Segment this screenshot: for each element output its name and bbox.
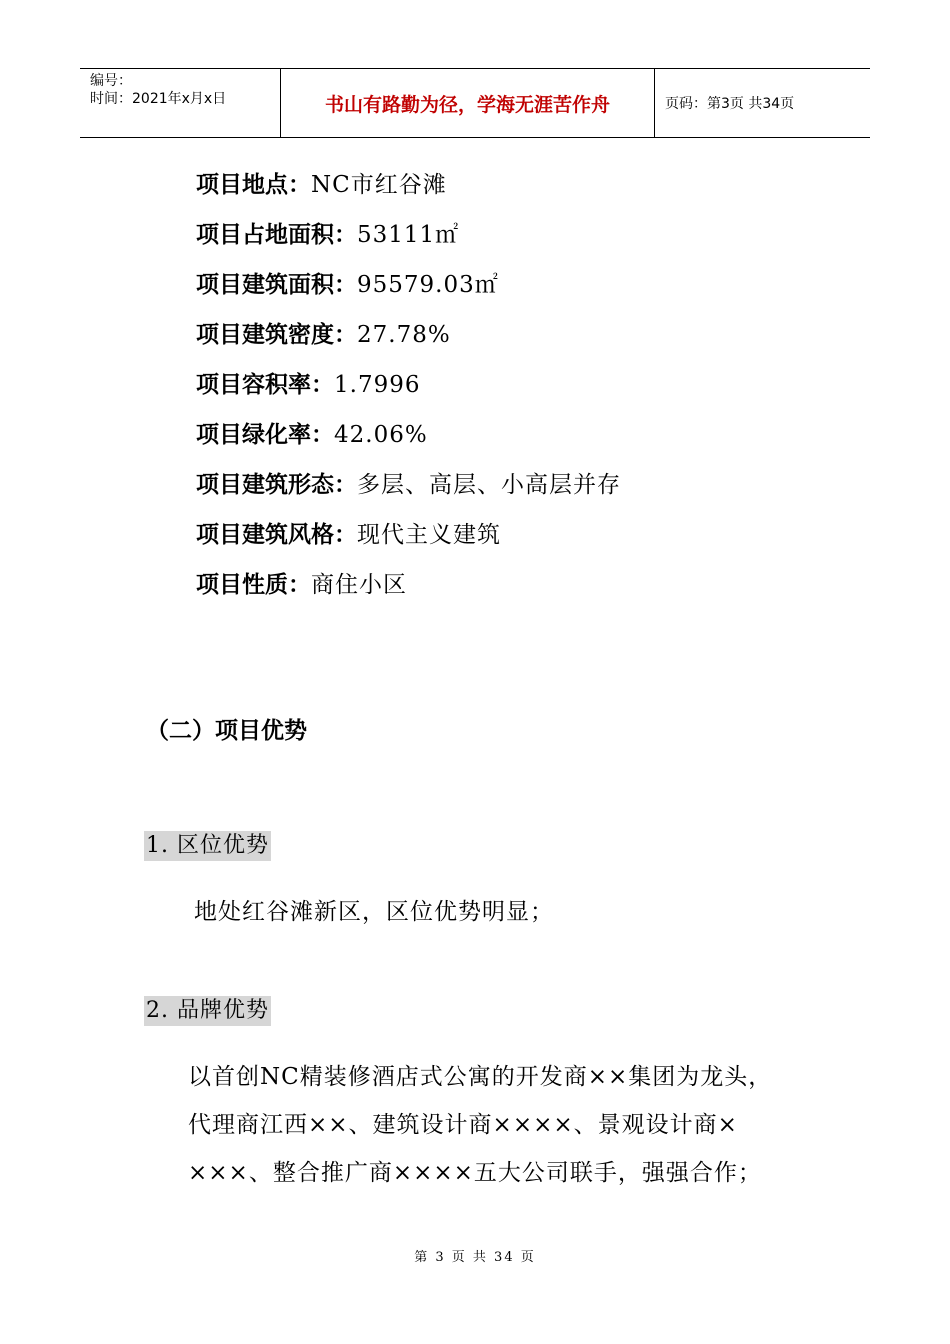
- info-value: 现代主义建筑: [357, 522, 501, 548]
- info-label: 项目性质：: [196, 572, 311, 598]
- info-value: 商住小区: [311, 572, 407, 598]
- header-time: 时间：2021年x月x日: [90, 91, 227, 107]
- info-row-green-ratio: [196, 410, 621, 460]
- info-value: 多层、高层、小高层并存: [357, 472, 621, 498]
- info-label: 项目绿化率：: [196, 422, 334, 448]
- page-header: [80, 68, 870, 138]
- header-page-info: 页码：第3页 共34页: [665, 96, 795, 112]
- info-label: 项目容积率：: [196, 372, 334, 398]
- info-value: 95579.03㎡: [357, 272, 499, 298]
- paragraph-brand-line: 以首创NC精装修酒店式公寓的开发商××集团为龙头，: [188, 1064, 773, 1090]
- info-row-nature: [196, 560, 621, 610]
- subsection-title-location: 1. 区位优势: [144, 831, 271, 861]
- paragraph-brand-line: ×××、整合推广商××××五大公司联手，强强合作；: [188, 1160, 762, 1186]
- info-value: NC市红谷滩: [311, 172, 447, 198]
- info-row-building-form: [196, 460, 621, 510]
- header-motto: 书山有路勤为径，学海无涯苦作舟: [281, 69, 655, 137]
- info-value: 27.78%: [357, 322, 451, 348]
- info-row-land-area: [196, 210, 621, 260]
- paragraph-brand-line: 代理商江西××、建筑设计商××××、景观设计商×: [188, 1112, 738, 1138]
- info-row-density: [196, 310, 621, 360]
- info-value: 42.06%: [334, 422, 428, 448]
- header-meta: [80, 69, 281, 137]
- info-label: 项目建筑面积：: [196, 272, 357, 298]
- info-label: 项目地点：: [196, 172, 311, 198]
- page-footer: 第 3 页 共 34 页: [414, 1250, 536, 1265]
- paragraph-location: 地处红谷滩新区，区位优势明显；: [194, 899, 554, 925]
- info-row-location: [196, 160, 621, 210]
- section-title: （二）项目优势: [146, 718, 307, 744]
- project-info-list: [196, 160, 621, 610]
- info-row-building-style: [196, 510, 621, 560]
- info-label: 项目建筑风格：: [196, 522, 357, 548]
- header-number: 编号：: [90, 73, 132, 89]
- subsection-title-brand: 2. 品牌优势: [144, 996, 271, 1026]
- info-row-plot-ratio: [196, 360, 621, 410]
- info-label: 项目占地面积：: [196, 222, 357, 248]
- info-label: 项目建筑密度：: [196, 322, 357, 348]
- info-row-building-area: [196, 260, 621, 310]
- info-value: 53111㎡: [357, 222, 460, 248]
- info-label: 项目建筑形态：: [196, 472, 357, 498]
- info-value: 1.7996: [334, 372, 421, 398]
